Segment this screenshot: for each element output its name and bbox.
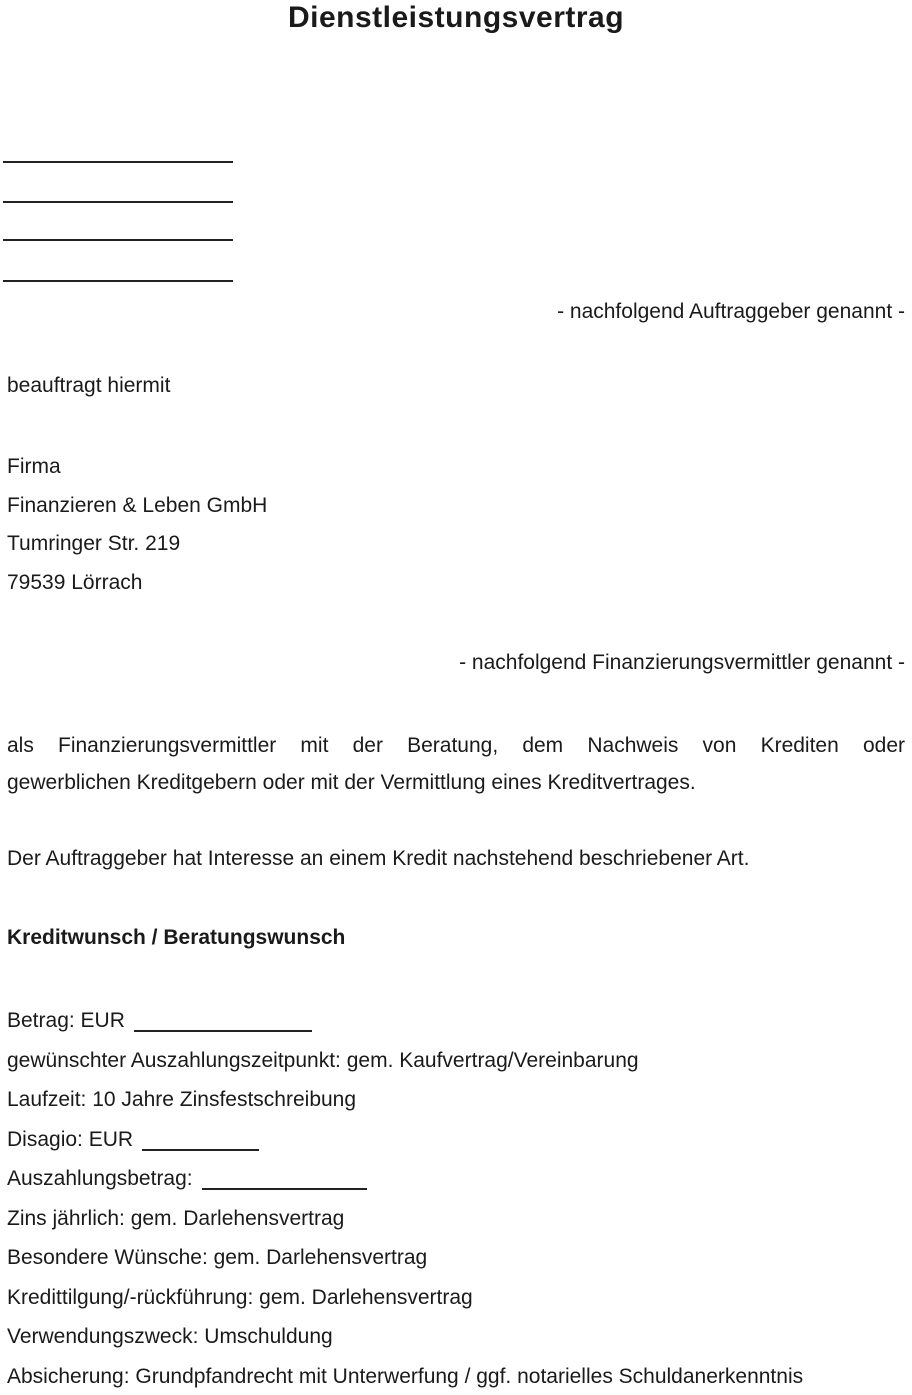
credit-wish-item-laufzeit <box>7 1080 905 1120</box>
wish-label: Besondere Wünsche: gem. Darlehensvertrag <box>7 1246 428 1269</box>
client-fill-in-line <box>3 239 233 241</box>
contractor-address-line: Tumringer Str. 219 <box>7 532 181 555</box>
contractor-address-line: Finanzieren & Leben GmbH <box>7 493 268 517</box>
wish-label: Disagio: EUR <box>7 1127 134 1151</box>
mandate-paragraph <box>7 727 905 801</box>
credit-wish-item-verwendungszweck <box>7 1317 905 1357</box>
credit-wish-section-heading: Kreditwunsch / Beratungswunsch <box>7 926 346 949</box>
broker-designation-note: - nachfolgend Finanzierungsvermittler genannt - <box>459 651 905 674</box>
credit-wish-item-besondere-wuensche <box>7 1238 905 1278</box>
client-fill-in-line <box>3 161 233 163</box>
wish-label: Verwendungszweck: Umschuldung <box>7 1325 333 1348</box>
contractor-address-line: Firma <box>7 455 61 478</box>
commission-line: beauftragt hiermit <box>7 374 171 397</box>
credit-wish-item-absicherung <box>7 1357 905 1395</box>
mandate-paragraph-line: gewerblichen Kreditgebern oder mit der Vermittlung eines Kreditvertrages. <box>7 771 696 794</box>
contractor-address-block <box>7 448 267 602</box>
wish-label: Absicherung: Grundpfandrecht mit Unterwerfung / ggf. notarielles Schuldanerkenntnis <box>7 1364 804 1388</box>
fill-in-blank-disagio <box>142 1145 259 1151</box>
wish-label: Auszahlungsbetrag: <box>7 1167 193 1190</box>
wish-label: Zins jährlich: gem. Darlehensvertrag <box>7 1206 345 1230</box>
fill-in-blank-betrag <box>134 1026 312 1032</box>
wish-label: Betrag: EUR <box>7 1009 125 1032</box>
wish-label: gewünschter Auszahlungszeitpunkt: gem. Kaufvertrag/Vereinbarung <box>7 1048 639 1072</box>
credit-wish-item-betrag <box>7 1001 905 1041</box>
document-title: Dienstleistungsvertrag <box>287 1 625 34</box>
credit-wish-list <box>7 1001 905 1395</box>
fill-in-blank-auszahlungsbetrag <box>202 1184 367 1190</box>
client-fill-in-line <box>3 201 233 203</box>
credit-wish-item-auszahlungszeitpunkt <box>7 1041 905 1081</box>
mandate-paragraph-line: als Finanzierungsvermittler mit der Beratung, dem Nachweis von Krediten oder <box>7 734 905 757</box>
client-designation-note: - nachfolgend Auftraggeber genannt - <box>557 300 905 323</box>
wish-label: Kredittilgung/-rückführung: gem. Darlehensvertrag <box>7 1285 473 1309</box>
contractor-address-line: 79539 Lörrach <box>7 570 143 594</box>
wish-label: Laufzeit: 10 Jahre Zinsfestschreibung <box>7 1088 357 1111</box>
credit-wish-item-auszahlungsbetrag <box>7 1159 905 1199</box>
client-fill-in-line <box>3 280 233 282</box>
interest-paragraph: Der Auftraggeber hat Interesse an einem Kredit nachstehend beschriebener Art. <box>7 847 750 870</box>
credit-wish-item-disagio <box>7 1120 905 1160</box>
credit-wish-item-kredittilgung <box>7 1278 905 1318</box>
credit-wish-item-zins <box>7 1199 905 1239</box>
